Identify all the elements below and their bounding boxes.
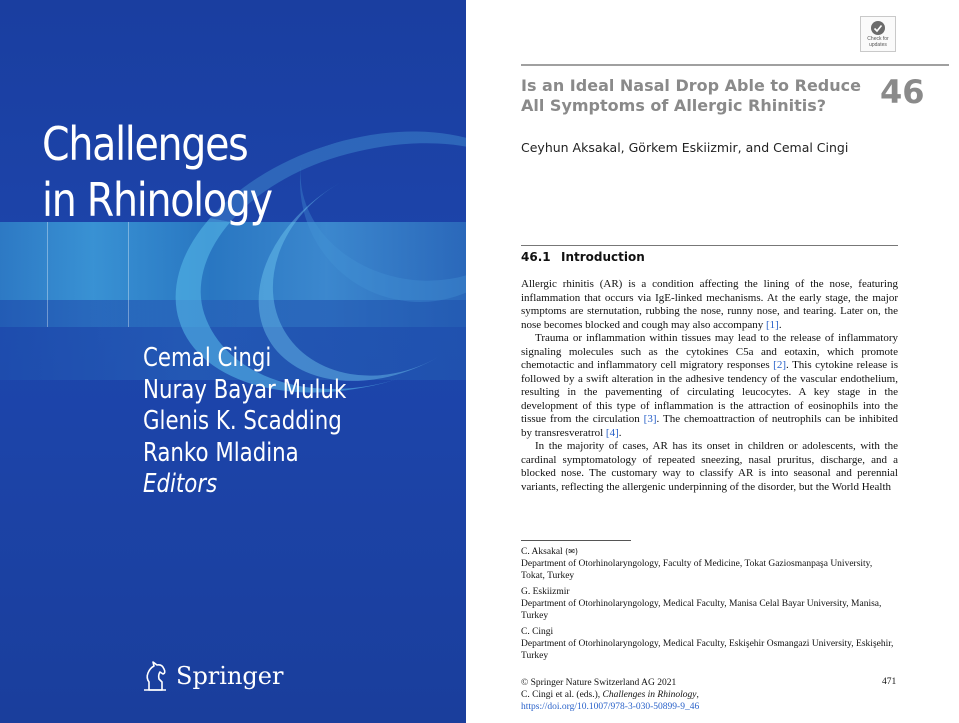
springer-horse-icon: [140, 660, 170, 692]
check-for-updates-badge[interactable]: [860, 16, 896, 52]
editor-name: Glenis K. Scadding: [143, 406, 342, 436]
paragraph-text: . The chemoattraction of neutrophils can be inhibited by transresveratrol: [521, 413, 898, 439]
copyright-line: © Springer Nature Switzerland AG 2021: [521, 678, 677, 688]
publisher-name: Springer: [176, 662, 284, 690]
editor-name: Nuray Bayar Muluk: [143, 374, 347, 405]
publisher-logo: [140, 660, 283, 692]
header-rule: [521, 64, 949, 66]
chapter-number: 46: [880, 73, 925, 111]
book-title: Challenges in Rhinology: [602, 690, 697, 700]
paragraph-text: .: [778, 318, 782, 331]
affiliation-author: G. Eskiizmir: [521, 587, 570, 597]
cover-divider-line: [128, 222, 129, 327]
citation-line: [521, 689, 898, 701]
paragraph: [521, 332, 898, 440]
affiliation-entry: [521, 546, 898, 582]
paragraph: In the majority of cases, AR has its onset in children or adolescents, with the cardinal symptomatology of repeated sneezing, nasal pruritus, discharge, and a blocked nose. The customary way to classify AR is into seasonal and perennial variants, reflecting the allergenic underpinning of the disorder, but the World Health: [521, 440, 898, 493]
affiliation-text: Department of Otorhinolaryngology, Faculty of Medicine, Tokat Gaziosmanpaşa University, Tokat, Turkey: [521, 559, 873, 581]
affiliation-author: C. Cingi: [521, 627, 554, 637]
page-number: 471: [882, 677, 897, 687]
cover-title-line: Challenges: [42, 117, 248, 171]
citation-link[interactable]: [3]: [643, 413, 657, 425]
citation-link[interactable]: [1]: [765, 318, 779, 331]
badge-text: updates: [869, 42, 887, 48]
body-text: [521, 278, 898, 494]
editor-name: Ranko Mladina: [143, 437, 299, 468]
footnote-rule: [521, 540, 631, 541]
cover-editors: [143, 343, 346, 501]
cover-divider-line: [47, 222, 48, 327]
chapter-title: Is an Ideal Nasal Drop Able to Reduce All Symptoms of Allergic Rhinitis?: [521, 76, 861, 115]
citation-text: C. Cingi et al. (eds.),: [521, 690, 603, 700]
citation-text: ,: [696, 690, 699, 700]
cover-title: [42, 116, 272, 228]
affiliation-entry: [521, 626, 898, 662]
section-title: Introduction: [561, 250, 645, 264]
affiliation-entry: [521, 586, 898, 622]
editor-name: Cemal Cingi: [143, 343, 272, 373]
citation-link[interactable]: [4]: [605, 426, 619, 439]
badge-text: Check for: [867, 36, 889, 42]
paragraph: [521, 278, 898, 332]
section-number: 46.1: [521, 250, 551, 264]
paragraph-text: Trauma or inflammation within tissues may lead to the release of inflammatory signaling molecules such as the cytokines C5a and eotaxin, which promote chemotactic and inflammatory cell migratory responses: [521, 332, 898, 371]
paragraph-text: Allergic rhinitis (AR) is a condition affecting the lining of the nose, featuring inflammation that occurs via IgE-linked mechanisms. At the early stage, the major symptoms are sternutation, rubbing the nose, runny nose, and tearing. Later on, the nose becomes blocked and cough may also accompany: [521, 278, 898, 331]
affiliation-text: Department of Otorhinolaryngology, Medical Faculty, Manisa Celal Bayar University, Manisa, Turkey: [521, 599, 882, 621]
crossmark-icon: [870, 20, 886, 36]
doi-link[interactable]: https://doi.org/10.1007/978-3-030-50899-9_46: [521, 702, 700, 712]
citation-link[interactable]: [2]: [773, 359, 786, 371]
affiliation-author: C. Aksakal: [521, 547, 563, 557]
paragraph-text: .: [618, 426, 622, 439]
affiliation-text: Department of Otorhinolaryngology, Medical Faculty, Eskişehir Osmangazi University, Eskişehir, Turkey: [521, 639, 894, 661]
cover-title-line: in Rhinology: [42, 173, 272, 227]
chapter-authors: Ceyhun Aksakal, Görkem Eskiizmir, and Cemal Cingi: [521, 140, 849, 155]
book-cover: [0, 0, 466, 723]
section-rule: [521, 245, 898, 246]
editors-label: Editors: [143, 469, 218, 499]
mail-icon[interactable]: (✉): [565, 547, 579, 556]
paragraph-text: . This cytokine release is followed by a swift alteration in the adhesive tendency of the vascular endothelium, resulting in the pavementing of circulating leucocytes. A key stage in the development of this type of inflammation is the attraction of eosinophils into the tissue from the circulation: [521, 359, 898, 425]
author-affiliations: [521, 546, 898, 666]
section-heading: [521, 250, 645, 264]
copyright-block: [521, 677, 898, 713]
